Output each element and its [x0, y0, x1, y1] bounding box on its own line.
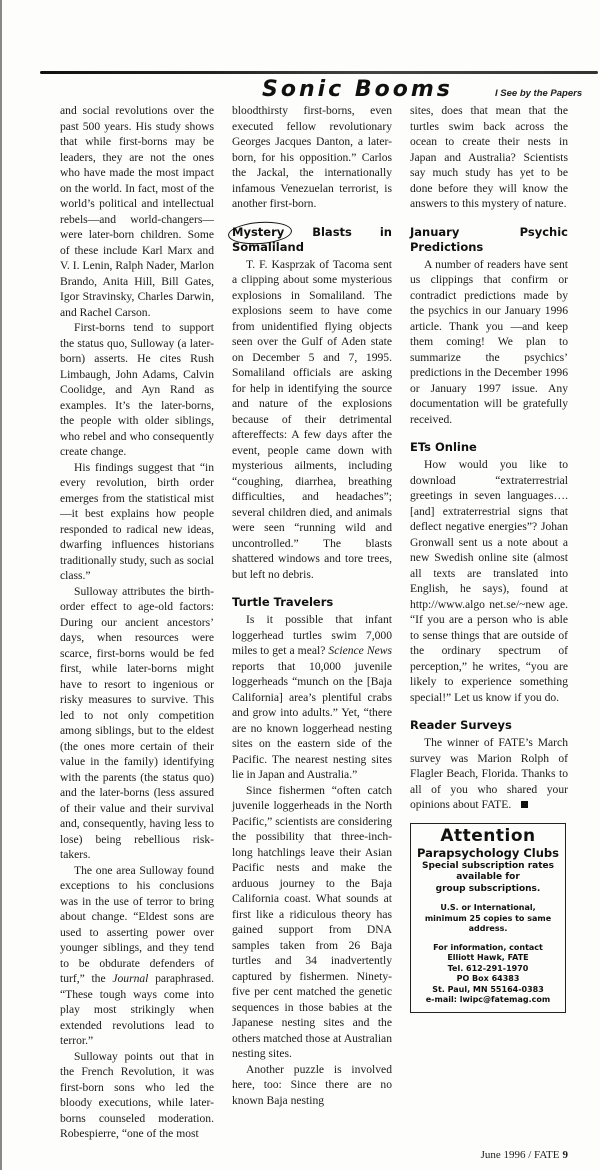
ad-spacer: [414, 895, 562, 903]
section-title: Sonic Booms: [262, 77, 453, 102]
heading-reader-surveys: Reader Surveys: [410, 718, 512, 732]
paragraph: [232, 612, 392, 783]
end-mark-icon: [521, 801, 528, 808]
paragraph-text: reports that 10,000 juvenile loggerheads “munch on the [Baja California] area’s plentiful crabs and grow into adults.” Yet, “there are no known loggerhead nesting sites on the eastern side of the Pacific. The nearest nesting sites lie in Japan and Australia.”: [232, 659, 392, 781]
masthead: [0, 0, 600, 103]
column-3: [410, 103, 568, 1013]
ad-terms-line: address.: [468, 924, 508, 933]
heading-mystery-blasts: Mystery Blasts in Somaliland: [232, 224, 392, 254]
paragraph: bloodthirsty first-borns, even executed fellow revolutionary Georges Jacques Danton, a later-born, for his opposition.” Carlos the Jackal, the internationally infamous Venezuelan terrorist, is another first-born.: [232, 104, 392, 210]
ad-subtitle: Parapsychology Clubs: [416, 845, 559, 860]
journal-italic: Journal: [112, 972, 149, 985]
paragraph-text: paraphrased. “These tough ways come into play most strikingly when extended revolutions lead to terror.”: [60, 972, 214, 1047]
paragraph: Since fishermen “often catch juvenile loggerheads in the North Pacific,” scientists are considering the possibility that three-inch-long hatchlings leave their Asian Pacific nests and make the arduous journey to the Baja California coast. What sounds at first like a ridiculous theory has gained support from DNA samples taken from 26 Baja turtles and 34 inadvertently captured by fishermen. Ninety-five per cent matched the genetic sequences in those babies at the Japanese nesting sites and the others matched those at Australian nesting sites.: [232, 783, 392, 1060]
ad-terms-line: minimum 25 copies to same: [424, 913, 552, 923]
paragraph: Another puzzle is involved here, too: Since there are no known Baja nesting: [232, 1062, 392, 1107]
ad-contact-tel: Tel. 612-291-1970: [447, 963, 529, 973]
article-columns: [0, 103, 600, 1142]
heading-turtle-travelers: Turtle Travelers: [232, 595, 334, 609]
issue-label: June 1996 / FATE: [480, 1148, 560, 1161]
science-news-italic: Science News: [328, 644, 393, 657]
ad-terms-line: U.S. or International,: [440, 903, 536, 912]
section-subtitle: I See by the Papers: [495, 88, 583, 99]
paragraph: sites, does that mean that the turtles swim back across the ocean to create their nests in Japan and Australia? Scientists say much study has yet to be done before they will know the answers to this mystery of nature.: [410, 104, 568, 210]
page-footer: [0, 1142, 600, 1170]
parapsychology-clubs-ad: [410, 823, 566, 1013]
paragraph: First-borns tend to support the status quo, Sulloway (a later-born) asserts. He cites Rush Limbaugh, John Adams, Calvin Coolidge, and Ayn Rand as examples. It’s the later-borns, the people with older siblings, who rebel and who consequently create change.: [60, 321, 214, 458]
ad-offer-line: Special subscription rates: [422, 860, 554, 871]
page-number: 9: [562, 1148, 568, 1161]
top-rule: [40, 71, 598, 74]
ad-contact-email: e-mail: lwipc@fatemag.com: [425, 995, 551, 1004]
paragraph: How would you like to download “extraterrestrial greetings in seven languages….[and] extraterrestrial signs that deflect negative energies”? Johan Gronwall sent us a note about a new Swedish online site (almost all texts are translated into English, he says), found at http://www.algo net.se/~new age. “If you are a person who is able to sense things that are outside of the ordinary spectrum of perception,” he writes, “you are likely to experience something special!” Let us know if you do.: [410, 458, 568, 704]
paragraph: Sulloway points out that in the French Revolution, it was first-born sons who led the bloody executions, while later-borns counseled moderation. Robespierre, “one of the most: [60, 1049, 214, 1140]
paragraph: Sulloway attributes the birth-order effect to age-old factors: During our ancient ancestors’ days, when resources were scarce, first-borns would be fed first, while later-borns might have to resort to ingenious or risky measures to survive. This led to not only competition among siblings, but to the eldest (the ones more certain of their value in the family) identifying with the parents (the status quo) and the later-borns (less assured of their value and their survival and, consequently, having less to lose) being rebellious risk-takers.: [60, 584, 214, 861]
column-1: [60, 103, 214, 1142]
paragraph: A number of readers have sent us clippings that confirm or contradict predictions made by the psychics in our January 1996 article. Thank you —and keep them coming! We plan to summarize the psychics’ predictions in the December 1996 or January 1997 issue. Any documentation will be gratefully received.: [410, 257, 568, 426]
paragraph-text: The winner of FATE’s March survey was Marion Rolph of Flagler Beach, Florida. Thanks to all of you who shared your opinions about FATE.: [410, 736, 568, 811]
ad-offer-line: group subscriptions.: [435, 883, 541, 894]
paragraph: [410, 735, 568, 813]
paragraph: T. F. Kasprzak of Tacoma sent a clipping about some mysterious explosions in Somaliland. The explosions seem to have come from unidentified flying objects seen over the Gulf of Aden state on December 5 and 7, 1995. Somaliland officials are asking for help in identifying the source and nature of the explosions because of their detrimental aftereffects: A few days after the event, people came down with mysterious ailments, including “coughing, diarrhea, breathing difficulties, and headaches”; several children died, and animals were seen “running wild and uncontrolled.” The blasts shattered windows and tore trees, but left no debris.: [232, 257, 392, 581]
ad-title: Attention: [440, 825, 536, 846]
paragraph: His findings suggest that “in every revolution, birth order emerges from the statistical mist—it best explains how people responded to radical new ideas, dwarfing influences historians traditionally study, such as social class.”: [60, 460, 214, 582]
ad-spacer: [414, 935, 562, 943]
paragraph: [60, 863, 214, 1049]
ad-contact-city: St. Paul, MN 55164-0383: [432, 984, 544, 994]
heading-psychic-predictions: January Psychic Predictions: [410, 224, 568, 254]
paragraph-text: Is it possible that infant loggerhead turtles swim 7,000 miles to get a meal?: [232, 613, 392, 657]
column-2: [232, 103, 392, 1108]
paragraph: and social revolutions over the past 500 years. His study shows that while first-borns may be leaders, they are not the ones who have made the most impact on the world. In fact, most of the world’s political and intellectual rebels—and world-changers—were later-born children. Some of these include Karl Marx and V. I. Lenin, Ralph Nader, Marlon Brando, Anita Hill, Bill Gates, Igor Stravinsky, Charles Darwin, and Rachel Carson.: [60, 104, 214, 319]
ad-contact-heading: For information, contact: [433, 942, 543, 952]
ad-contact-name: Elliott Hawk, FATE: [447, 953, 529, 962]
paragraph-text: The one area Sulloway found exceptions to his conclusions was in the use of terror to bring about change. “Eldest sons are used to asserting power over younger siblings, and they tend to be obdurate defenders of turf,” the: [60, 863, 214, 985]
heading-ets-online: ETs Online: [410, 440, 477, 454]
ad-contact-pobox: PO Box 64383: [456, 974, 520, 983]
ad-offer-line: available for: [456, 872, 520, 882]
